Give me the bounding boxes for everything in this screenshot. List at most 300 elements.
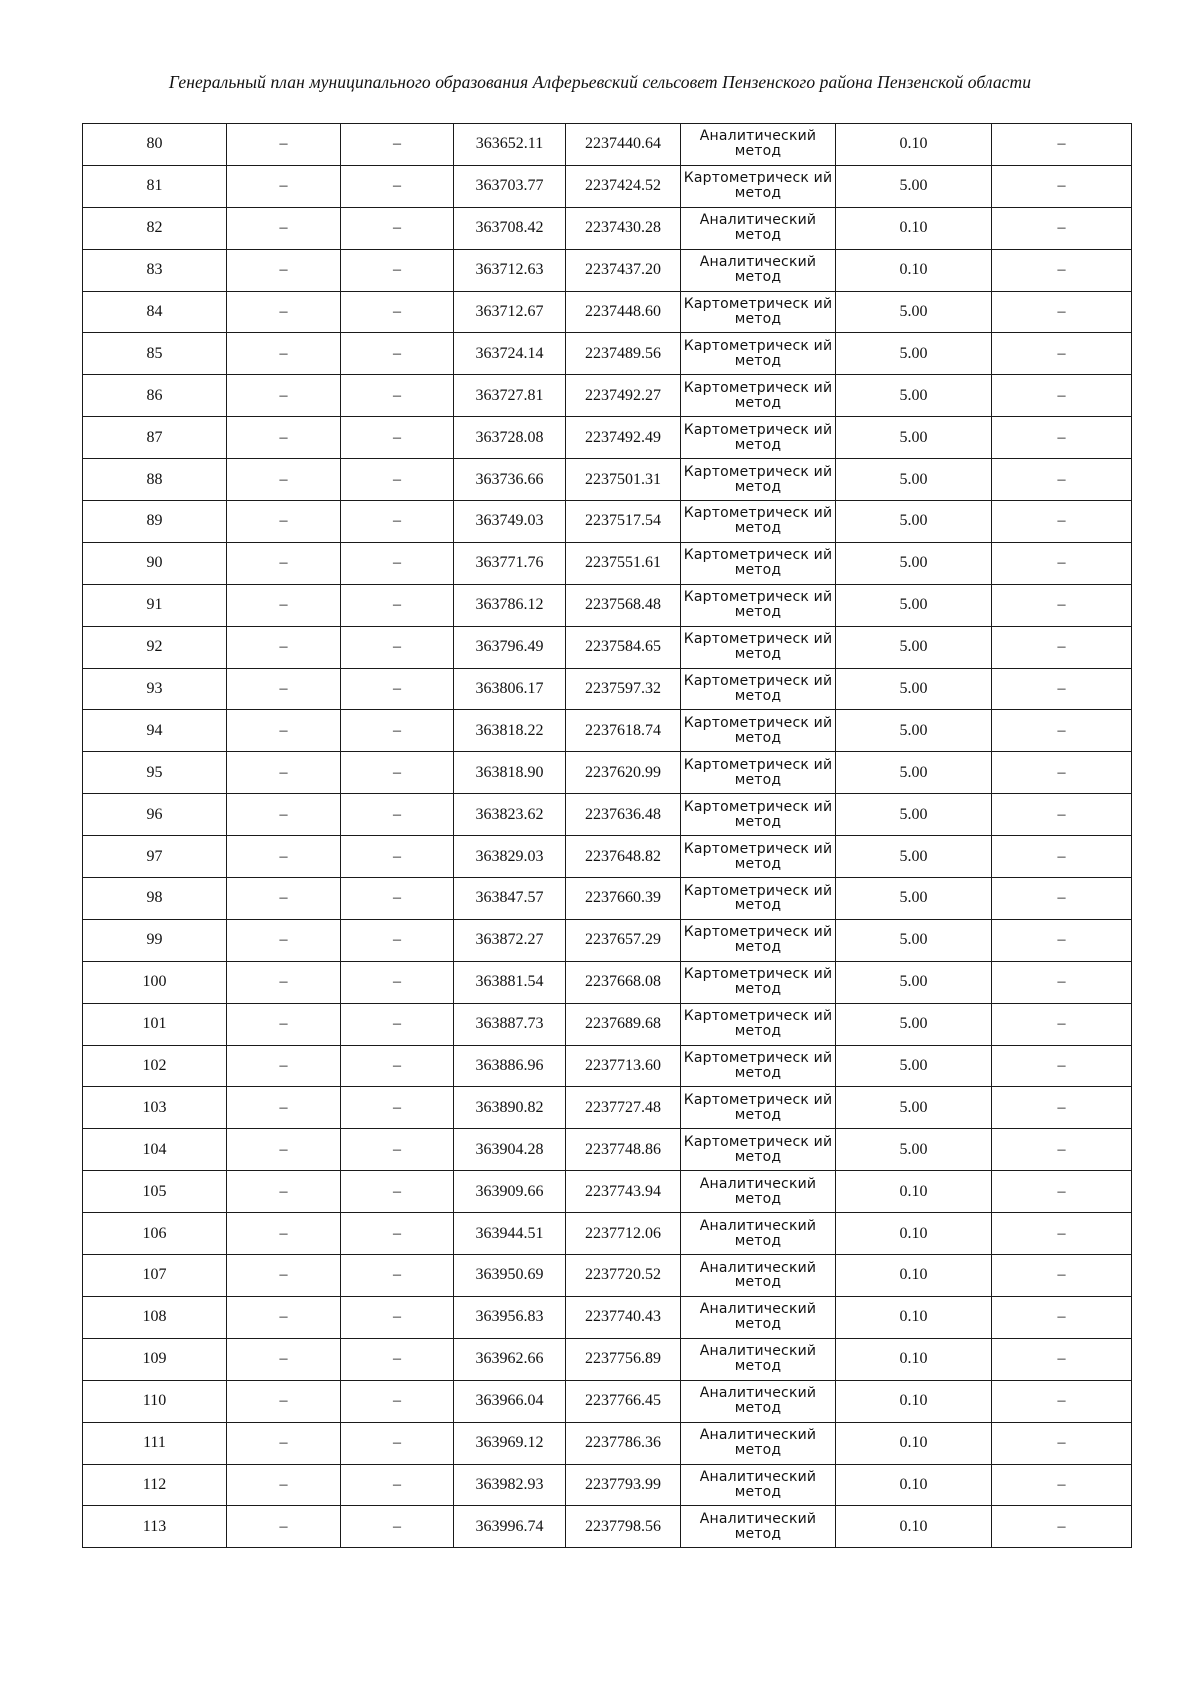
empty-y-cell: – (341, 668, 454, 710)
x-coordinate-cell: 363703.77 (454, 165, 566, 207)
x-coordinate-cell: 363962.66 (454, 1338, 566, 1380)
empty-y-cell: – (341, 1338, 454, 1380)
description-cell: – (992, 1338, 1132, 1380)
description-cell: – (992, 961, 1132, 1003)
y-coordinate-cell: 2237668.08 (566, 961, 681, 1003)
accuracy-cell: 5.00 (836, 836, 992, 878)
x-coordinate-cell: 363728.08 (454, 417, 566, 459)
x-coordinate-cell: 363708.42 (454, 207, 566, 249)
y-coordinate-cell: 2237689.68 (566, 1003, 681, 1045)
empty-x-cell: – (227, 1255, 341, 1297)
y-coordinate-cell: 2237551.61 (566, 542, 681, 584)
method-cell: Картометрическ ий метод (681, 291, 836, 333)
empty-x-cell: – (227, 542, 341, 584)
x-coordinate-cell: 363887.73 (454, 1003, 566, 1045)
y-coordinate-cell: 2237492.49 (566, 417, 681, 459)
y-coordinate-cell: 2237430.28 (566, 207, 681, 249)
y-coordinate-cell: 2237618.74 (566, 710, 681, 752)
y-coordinate-cell: 2237584.65 (566, 626, 681, 668)
empty-y-cell: – (341, 584, 454, 626)
description-cell: – (992, 626, 1132, 668)
point-number-cell: 98 (83, 878, 227, 920)
x-coordinate-cell: 363806.17 (454, 668, 566, 710)
method-cell: Картометрическ ий метод (681, 417, 836, 459)
point-number-cell: 93 (83, 668, 227, 710)
description-cell: – (992, 919, 1132, 961)
method-cell: Картометрическ ий метод (681, 542, 836, 584)
y-coordinate-cell: 2237748.86 (566, 1129, 681, 1171)
accuracy-cell: 0.10 (836, 1255, 992, 1297)
y-coordinate-cell: 2237713.60 (566, 1045, 681, 1087)
y-coordinate-cell: 2237766.45 (566, 1380, 681, 1422)
empty-y-cell: – (341, 1171, 454, 1213)
empty-x-cell: – (227, 919, 341, 961)
empty-x-cell: – (227, 794, 341, 836)
table-row (83, 291, 1132, 333)
table-row (83, 1380, 1132, 1422)
empty-y-cell: – (341, 1255, 454, 1297)
accuracy-cell: 5.00 (836, 961, 992, 1003)
x-coordinate-cell: 363727.81 (454, 375, 566, 417)
accuracy-cell: 5.00 (836, 459, 992, 501)
method-cell: Аналитический метод (681, 1380, 836, 1422)
empty-y-cell: – (341, 417, 454, 459)
table-row (83, 878, 1132, 920)
empty-y-cell: – (341, 919, 454, 961)
description-cell: – (992, 207, 1132, 249)
point-number-cell: 92 (83, 626, 227, 668)
empty-x-cell: – (227, 375, 341, 417)
accuracy-cell: 5.00 (836, 1003, 992, 1045)
description-cell: – (992, 752, 1132, 794)
empty-y-cell: – (341, 1129, 454, 1171)
empty-y-cell: – (341, 752, 454, 794)
point-number-cell: 101 (83, 1003, 227, 1045)
empty-x-cell: – (227, 1464, 341, 1506)
method-cell: Аналитический метод (681, 1338, 836, 1380)
table-row (83, 1129, 1132, 1171)
x-coordinate-cell: 363890.82 (454, 1087, 566, 1129)
point-number-cell: 90 (83, 542, 227, 584)
empty-x-cell: – (227, 626, 341, 668)
empty-x-cell: – (227, 333, 341, 375)
empty-x-cell: – (227, 1213, 341, 1255)
y-coordinate-cell: 2237660.39 (566, 878, 681, 920)
empty-x-cell: – (227, 710, 341, 752)
method-cell: Картометрическ ий метод (681, 961, 836, 1003)
accuracy-cell: 5.00 (836, 752, 992, 794)
description-cell: – (992, 124, 1132, 166)
description-cell: – (992, 1380, 1132, 1422)
table-row (83, 1506, 1132, 1548)
description-cell: – (992, 1213, 1132, 1255)
point-number-cell: 110 (83, 1380, 227, 1422)
point-number-cell: 102 (83, 1045, 227, 1087)
empty-x-cell: – (227, 1045, 341, 1087)
x-coordinate-cell: 363771.76 (454, 542, 566, 584)
accuracy-cell: 0.10 (836, 1464, 992, 1506)
accuracy-cell: 5.00 (836, 626, 992, 668)
table-row (83, 1338, 1132, 1380)
table-row (83, 584, 1132, 626)
table-row (83, 249, 1132, 291)
page-header: Генеральный план муниципального образования Алферьевский сельсовет Пензенского района Пензенской области (168, 72, 1032, 92)
y-coordinate-cell: 2237440.64 (566, 124, 681, 166)
y-coordinate-cell: 2237648.82 (566, 836, 681, 878)
empty-x-cell: – (227, 584, 341, 626)
table-row (83, 961, 1132, 1003)
empty-x-cell: – (227, 291, 341, 333)
x-coordinate-cell: 363872.27 (454, 919, 566, 961)
point-number-cell: 106 (83, 1213, 227, 1255)
empty-x-cell: – (227, 1087, 341, 1129)
empty-y-cell: – (341, 1296, 454, 1338)
empty-x-cell: – (227, 1129, 341, 1171)
method-cell: Картометрическ ий метод (681, 459, 836, 501)
table-body (83, 124, 1132, 1548)
y-coordinate-cell: 2237424.52 (566, 165, 681, 207)
x-coordinate-cell: 363749.03 (454, 501, 566, 543)
accuracy-cell: 0.10 (836, 207, 992, 249)
description-cell: – (992, 1171, 1132, 1213)
table-row (83, 1464, 1132, 1506)
empty-x-cell: – (227, 1380, 341, 1422)
method-cell: Картометрическ ий метод (681, 1003, 836, 1045)
accuracy-cell: 5.00 (836, 1045, 992, 1087)
y-coordinate-cell: 2237597.32 (566, 668, 681, 710)
method-cell: Аналитический метод (681, 1171, 836, 1213)
method-cell: Картометрическ ий метод (681, 1129, 836, 1171)
description-cell: – (992, 501, 1132, 543)
table-row (83, 1087, 1132, 1129)
empty-y-cell: – (341, 794, 454, 836)
x-coordinate-cell: 363712.67 (454, 291, 566, 333)
x-coordinate-cell: 363712.63 (454, 249, 566, 291)
method-cell: Картометрическ ий метод (681, 919, 836, 961)
description-cell: – (992, 333, 1132, 375)
description-cell: – (992, 417, 1132, 459)
y-coordinate-cell: 2237756.89 (566, 1338, 681, 1380)
description-cell: – (992, 1003, 1132, 1045)
empty-x-cell: – (227, 1422, 341, 1464)
description-cell: – (992, 1129, 1132, 1171)
y-coordinate-cell: 2237657.29 (566, 919, 681, 961)
description-cell: – (992, 1464, 1132, 1506)
table-row (83, 919, 1132, 961)
empty-x-cell: – (227, 417, 341, 459)
point-number-cell: 107 (83, 1255, 227, 1297)
x-coordinate-cell: 363966.04 (454, 1380, 566, 1422)
x-coordinate-cell: 363909.66 (454, 1171, 566, 1213)
point-number-cell: 85 (83, 333, 227, 375)
x-coordinate-cell: 363823.62 (454, 794, 566, 836)
empty-x-cell: – (227, 501, 341, 543)
point-number-cell: 113 (83, 1506, 227, 1548)
method-cell: Картометрическ ий метод (681, 333, 836, 375)
point-number-cell: 88 (83, 459, 227, 501)
accuracy-cell: 0.10 (836, 1506, 992, 1548)
method-cell: Картометрическ ий метод (681, 1087, 836, 1129)
x-coordinate-cell: 363796.49 (454, 626, 566, 668)
accuracy-cell: 0.10 (836, 1171, 992, 1213)
accuracy-cell: 0.10 (836, 1296, 992, 1338)
y-coordinate-cell: 2237568.48 (566, 584, 681, 626)
point-number-cell: 95 (83, 752, 227, 794)
empty-y-cell: – (341, 836, 454, 878)
x-coordinate-cell: 363818.90 (454, 752, 566, 794)
accuracy-cell: 5.00 (836, 919, 992, 961)
point-number-cell: 91 (83, 584, 227, 626)
x-coordinate-cell: 363736.66 (454, 459, 566, 501)
description-cell: – (992, 668, 1132, 710)
table-row (83, 710, 1132, 752)
table-row (83, 1045, 1132, 1087)
empty-x-cell: – (227, 668, 341, 710)
y-coordinate-cell: 2237712.06 (566, 1213, 681, 1255)
empty-y-cell: – (341, 249, 454, 291)
accuracy-cell: 5.00 (836, 878, 992, 920)
method-cell: Аналитический метод (681, 207, 836, 249)
y-coordinate-cell: 2237620.99 (566, 752, 681, 794)
description-cell: – (992, 1045, 1132, 1087)
point-number-cell: 83 (83, 249, 227, 291)
empty-y-cell: – (341, 1003, 454, 1045)
empty-y-cell: – (341, 459, 454, 501)
table-row (83, 165, 1132, 207)
accuracy-cell: 0.10 (836, 1380, 992, 1422)
empty-y-cell: – (341, 1380, 454, 1422)
method-cell: Аналитический метод (681, 124, 836, 166)
description-cell: – (992, 1255, 1132, 1297)
empty-x-cell: – (227, 1338, 341, 1380)
method-cell: Аналитический метод (681, 1506, 836, 1548)
empty-x-cell: – (227, 207, 341, 249)
y-coordinate-cell: 2237793.99 (566, 1464, 681, 1506)
table-row (83, 417, 1132, 459)
method-cell: Аналитический метод (681, 1464, 836, 1506)
description-cell: – (992, 836, 1132, 878)
description-cell: – (992, 375, 1132, 417)
point-number-cell: 81 (83, 165, 227, 207)
empty-x-cell: – (227, 878, 341, 920)
accuracy-cell: 5.00 (836, 333, 992, 375)
method-cell: Картометрическ ий метод (681, 878, 836, 920)
description-cell: – (992, 794, 1132, 836)
point-number-cell: 86 (83, 375, 227, 417)
point-number-cell: 80 (83, 124, 227, 166)
point-number-cell: 111 (83, 1422, 227, 1464)
accuracy-cell: 0.10 (836, 124, 992, 166)
empty-y-cell: – (341, 1213, 454, 1255)
empty-x-cell: – (227, 961, 341, 1003)
method-cell: Аналитический метод (681, 1213, 836, 1255)
point-number-cell: 108 (83, 1296, 227, 1338)
accuracy-cell: 5.00 (836, 542, 992, 584)
x-coordinate-cell: 363969.12 (454, 1422, 566, 1464)
description-cell: – (992, 249, 1132, 291)
table-row (83, 836, 1132, 878)
table-row (83, 333, 1132, 375)
empty-x-cell: – (227, 1171, 341, 1213)
accuracy-cell: 5.00 (836, 794, 992, 836)
x-coordinate-cell: 363944.51 (454, 1213, 566, 1255)
empty-x-cell: – (227, 165, 341, 207)
accuracy-cell: 5.00 (836, 1129, 992, 1171)
empty-y-cell: – (341, 333, 454, 375)
empty-x-cell: – (227, 459, 341, 501)
point-number-cell: 87 (83, 417, 227, 459)
table-row (83, 542, 1132, 584)
description-cell: – (992, 1422, 1132, 1464)
accuracy-cell: 5.00 (836, 1087, 992, 1129)
x-coordinate-cell: 363724.14 (454, 333, 566, 375)
y-coordinate-cell: 2237743.94 (566, 1171, 681, 1213)
empty-y-cell: – (341, 710, 454, 752)
description-cell: – (992, 165, 1132, 207)
table-row (83, 668, 1132, 710)
point-number-cell: 96 (83, 794, 227, 836)
point-number-cell: 82 (83, 207, 227, 249)
point-number-cell: 89 (83, 501, 227, 543)
table-row (83, 794, 1132, 836)
point-number-cell: 109 (83, 1338, 227, 1380)
empty-y-cell: – (341, 878, 454, 920)
accuracy-cell: 5.00 (836, 584, 992, 626)
point-number-cell: 99 (83, 919, 227, 961)
point-number-cell: 100 (83, 961, 227, 1003)
y-coordinate-cell: 2237489.56 (566, 333, 681, 375)
table-row (83, 1171, 1132, 1213)
description-cell: – (992, 710, 1132, 752)
point-number-cell: 103 (83, 1087, 227, 1129)
table-row (83, 1003, 1132, 1045)
description-cell: – (992, 1506, 1132, 1548)
table-row (83, 459, 1132, 501)
empty-y-cell: – (341, 501, 454, 543)
y-coordinate-cell: 2237448.60 (566, 291, 681, 333)
x-coordinate-cell: 363786.12 (454, 584, 566, 626)
empty-y-cell: – (341, 1422, 454, 1464)
accuracy-cell: 5.00 (836, 291, 992, 333)
method-cell: Картометрическ ий метод (681, 165, 836, 207)
table-row (83, 501, 1132, 543)
method-cell: Картометрическ ий метод (681, 668, 836, 710)
table-row (83, 207, 1132, 249)
x-coordinate-cell: 363950.69 (454, 1255, 566, 1297)
method-cell: Аналитический метод (681, 1296, 836, 1338)
method-cell: Картометрическ ий метод (681, 794, 836, 836)
x-coordinate-cell: 363982.93 (454, 1464, 566, 1506)
accuracy-cell: 5.00 (836, 165, 992, 207)
table-row (83, 752, 1132, 794)
table-row (83, 124, 1132, 166)
description-cell: – (992, 291, 1132, 333)
table-row (83, 1296, 1132, 1338)
empty-x-cell: – (227, 836, 341, 878)
y-coordinate-cell: 2237798.56 (566, 1506, 681, 1548)
empty-y-cell: – (341, 1045, 454, 1087)
empty-x-cell: – (227, 752, 341, 794)
empty-y-cell: – (341, 542, 454, 584)
method-cell: Аналитический метод (681, 1255, 836, 1297)
method-cell: Картометрическ ий метод (681, 836, 836, 878)
method-cell: Картометрическ ий метод (681, 1045, 836, 1087)
empty-x-cell: – (227, 1296, 341, 1338)
method-cell: Картометрическ ий метод (681, 501, 836, 543)
method-cell: Картометрическ ий метод (681, 752, 836, 794)
description-cell: – (992, 542, 1132, 584)
method-cell: Картометрическ ий метод (681, 626, 836, 668)
x-coordinate-cell: 363956.83 (454, 1296, 566, 1338)
y-coordinate-cell: 2237740.43 (566, 1296, 681, 1338)
accuracy-cell: 5.00 (836, 668, 992, 710)
y-coordinate-cell: 2237492.27 (566, 375, 681, 417)
empty-y-cell: – (341, 291, 454, 333)
description-cell: – (992, 1296, 1132, 1338)
point-number-cell: 112 (83, 1464, 227, 1506)
method-cell: Картометрическ ий метод (681, 710, 836, 752)
x-coordinate-cell: 363818.22 (454, 710, 566, 752)
x-coordinate-cell: 363996.74 (454, 1506, 566, 1548)
table-row (83, 1213, 1132, 1255)
accuracy-cell: 5.00 (836, 710, 992, 752)
point-number-cell: 105 (83, 1171, 227, 1213)
point-number-cell: 104 (83, 1129, 227, 1171)
empty-y-cell: – (341, 1087, 454, 1129)
empty-y-cell: – (341, 207, 454, 249)
empty-y-cell: – (341, 165, 454, 207)
coordinates-table (82, 123, 1132, 1548)
y-coordinate-cell: 2237517.54 (566, 501, 681, 543)
x-coordinate-cell: 363829.03 (454, 836, 566, 878)
table-row (83, 1255, 1132, 1297)
table-row (83, 1422, 1132, 1464)
accuracy-cell: 0.10 (836, 249, 992, 291)
empty-y-cell: – (341, 1506, 454, 1548)
empty-y-cell: – (341, 1464, 454, 1506)
method-cell: Картометрическ ий метод (681, 375, 836, 417)
description-cell: – (992, 1087, 1132, 1129)
point-number-cell: 84 (83, 291, 227, 333)
method-cell: Аналитический метод (681, 249, 836, 291)
y-coordinate-cell: 2237501.31 (566, 459, 681, 501)
description-cell: – (992, 459, 1132, 501)
y-coordinate-cell: 2237720.52 (566, 1255, 681, 1297)
accuracy-cell: 5.00 (836, 417, 992, 459)
y-coordinate-cell: 2237437.20 (566, 249, 681, 291)
empty-x-cell: – (227, 124, 341, 166)
description-cell: – (992, 584, 1132, 626)
y-coordinate-cell: 2237727.48 (566, 1087, 681, 1129)
method-cell: Картометрическ ий метод (681, 584, 836, 626)
point-number-cell: 94 (83, 710, 227, 752)
accuracy-cell: 0.10 (836, 1213, 992, 1255)
accuracy-cell: 0.10 (836, 1422, 992, 1464)
table-row (83, 626, 1132, 668)
empty-x-cell: – (227, 1506, 341, 1548)
table-row (83, 375, 1132, 417)
accuracy-cell: 5.00 (836, 375, 992, 417)
x-coordinate-cell: 363652.11 (454, 124, 566, 166)
accuracy-cell: 5.00 (836, 501, 992, 543)
accuracy-cell: 0.10 (836, 1338, 992, 1380)
empty-y-cell: – (341, 375, 454, 417)
x-coordinate-cell: 363886.96 (454, 1045, 566, 1087)
description-cell: – (992, 878, 1132, 920)
empty-x-cell: – (227, 249, 341, 291)
x-coordinate-cell: 363904.28 (454, 1129, 566, 1171)
y-coordinate-cell: 2237636.48 (566, 794, 681, 836)
